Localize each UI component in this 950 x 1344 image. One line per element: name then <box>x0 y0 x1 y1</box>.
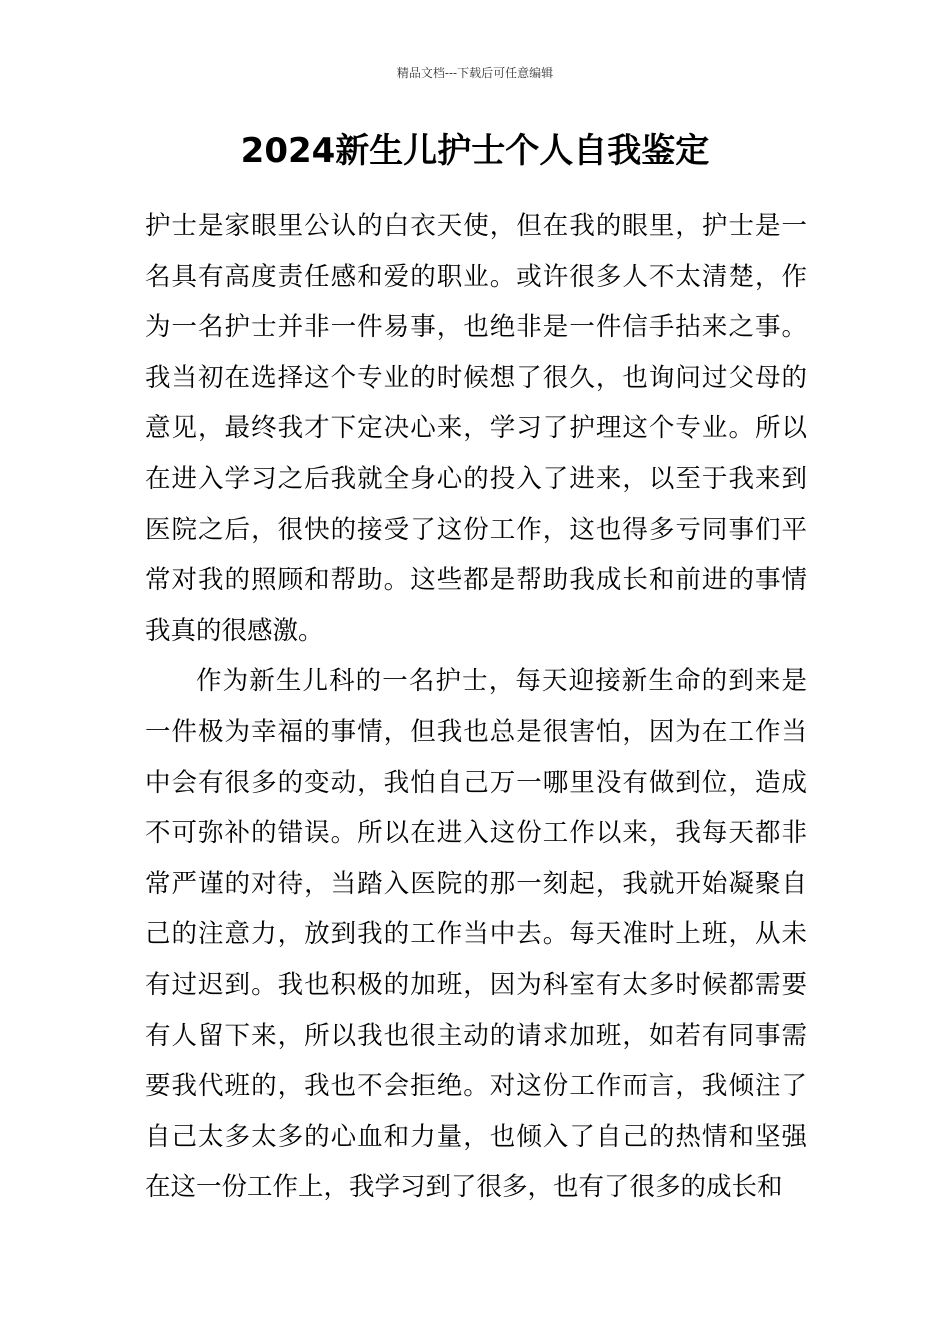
header-note: 精品文档---下载后可任意编辑 <box>396 66 554 80</box>
document-title: 2024新生儿护士个人自我鉴定 <box>240 131 710 171</box>
document-body <box>145 201 807 1213</box>
paragraph-2: 作为新生儿科的一名护士，每天迎接新生命的到来是一件极为幸福的事情，但我也总是很害怕，因为在工作当中会有很多的变动，我怕自己万一哪里没有做到位，造成不可弥补的错误。所以在进入这份工作以来，我每天都非常严谨的对待，当踏入医院的那一刻起，我就开始凝聚自己的注意力，放到我的工作当中去。每天准时上班，从未有过迟到。我也积极的加班，因为科室有太多时候都需要有人留下来，所以我也很主动的请求加班，如若有同事需要我代班的，我也不会拒绝。对这份工作而言，我倾注了自己太多太多的心血和力量，也倾入了自己的热情和坚强在这一份工作上，我学习到了很多，也有了很多的成长和 <box>145 666 807 1203</box>
paragraph-1: 护士是家眼里公认的白衣天使，但在我的眼里，护士是一名具有高度责任感和爱的职业。或许很多人不太清楚，作为一名护士并非一件易事，也绝非是一件信手拈来之事。我当初在选择这个专业的时候想了很久，也询问过父母的意见，最终我才下定决心来，学习了护理这个专业。所以在进入学习之后我就全身心的投入了进来，以至于我来到医院之后，很快的接受了这份工作，这也得多亏同事们平常对我的照顾和帮助。这些都是帮助我成长和前进的事情我真的很感激。 <box>145 211 807 646</box>
